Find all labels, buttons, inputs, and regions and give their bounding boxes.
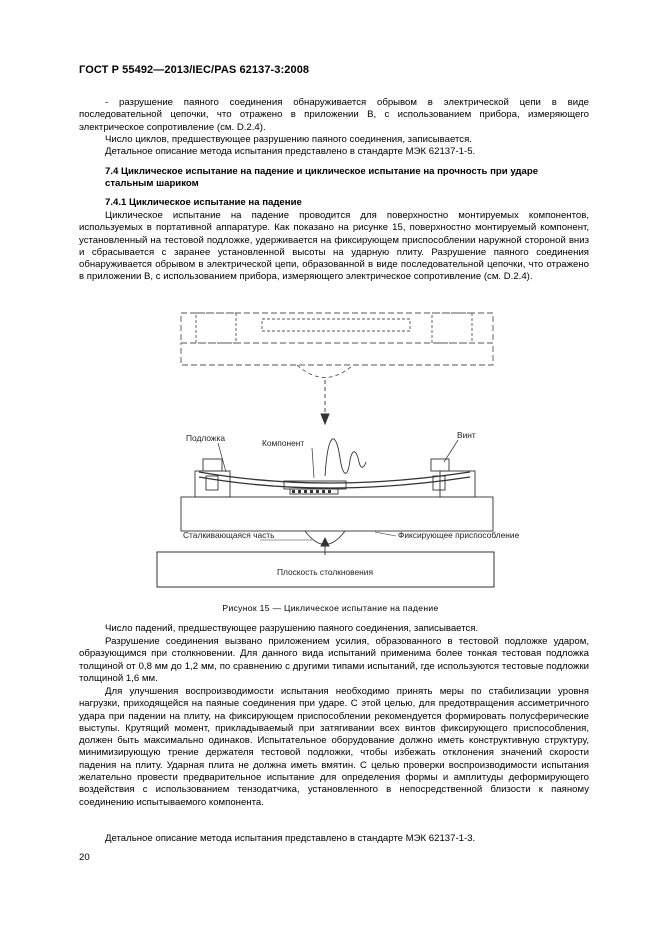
- paragraph-substrate-thickness: Разрушение соединения вызвано приложением усилия, образованного в тестовой подложке ударом, образующимся при столкновении. Для данного вида испытаний применима более тонкая тестовая подложка толщиной от 0,8 мм до 1,2 мм, по сравнению с другими типами испытаний, где используются тестовые подложки толщиной 1,6 мм.: [79, 636, 589, 684]
- solder-balls: [292, 490, 331, 493]
- label-fixture: Фиксирующее приспособление: [398, 530, 520, 540]
- drop-direction-arrow: [321, 380, 329, 424]
- paragraph-failure-detection: - разрушение паяного соединения обнаруживается обрывом в электрической цепи в виде последовательной цепочки, что отражено в приложении В, с использованием прибора, измеряющего электрическое сопротивление (см. D.2.4).: [79, 97, 589, 133]
- subsection-heading-7-4-1: 7.4.1 Циклическое испытание на падение: [105, 197, 302, 208]
- paragraph-reproducibility: Для улучшения воспроизводимости испытания необходимо принять меры по стабилизации уровня нагрузки, приходящейся на паяные соединения при ударе. С этой целью, для предотвращения ассиметричного удара при падении на плиту, на фиксирующем приспособлении рекомендуется формировать полусферические выступы. Крутящий момент, прикладываемый при затягивании всех винтов фиксирующего приспособления, должен быть максимально одинаков. Испытательное оборудование должно иметь конструктивную структуру, минимизирующую трение держателя тестовой подложки, чтобы избежать отклонения значений скорости падения на плиту. Ударная плита не должна иметь вмятин. С целью проверки воспроизводимости испытания желательно провести предварительное испытание для определения формы и амплитуды деформирующего воздействия с использованием тензодатчика, установленного в непосредственной близости к паяному соединению испытываемого компонента.: [79, 686, 589, 808]
- section-heading-7-4: 7.4 Циклическое испытание на падение и циклическое испытание на прочность при ударе стальным шариком: [105, 166, 539, 190]
- paragraph-drop-test-description: Циклическое испытание на падение проводится для поверхностно монтируемых компонентов, используемых в портативной аппаратуре. Как показано на рисунке 15, поверхностно монтируемый компонент, установленный на тестовой подложке, удерживается на фиксирующем приспособлении наружной стороной вниз и сбрасывается с заранее установленной высоты на ударную плиту. Разрушение паяного соединения обнаруживается обрывом в электрической цепи, образованной в виде последовательной цепочки, что отражено в приложении В, с использованием прибора, измеряющего электрическое сопротивление (см. D.2.4).: [79, 210, 589, 283]
- label-component: Компонент: [262, 438, 305, 448]
- document-header: ГОСТ Р 55492—2013/IEC/PAS 62137-3:2008: [79, 64, 310, 76]
- drop-assembly-before-impact: [181, 313, 493, 378]
- paragraph-cycles-recorded: Число циклов, предшествующее разрушению паяного соединения, записывается.: [105, 134, 472, 145]
- label-collision-plane: Плоскость столкновения: [276, 567, 374, 577]
- paragraph-drops-recorded: Число падений, предшествующее разрушению паяного соединения, записывается.: [105, 623, 479, 634]
- label-colliding-part: Сталкивающаяся часть: [183, 530, 275, 540]
- shock-wave-icon: [325, 439, 366, 476]
- page-number: 20: [79, 852, 90, 863]
- figure-caption: Рисунок 15 — Циклическое испытание на падение: [222, 603, 439, 613]
- paragraph-method-reference-2: Детальное описание метода испытания представлено в стандарте МЭК 62137-1-3.: [105, 833, 476, 844]
- paragraph-method-reference-1: Детальное описание метода испытания представлено в стандарте МЭК 62137-1-5.: [105, 146, 476, 157]
- label-substrate: Подложка: [186, 433, 226, 443]
- label-screw: Винт: [457, 430, 476, 440]
